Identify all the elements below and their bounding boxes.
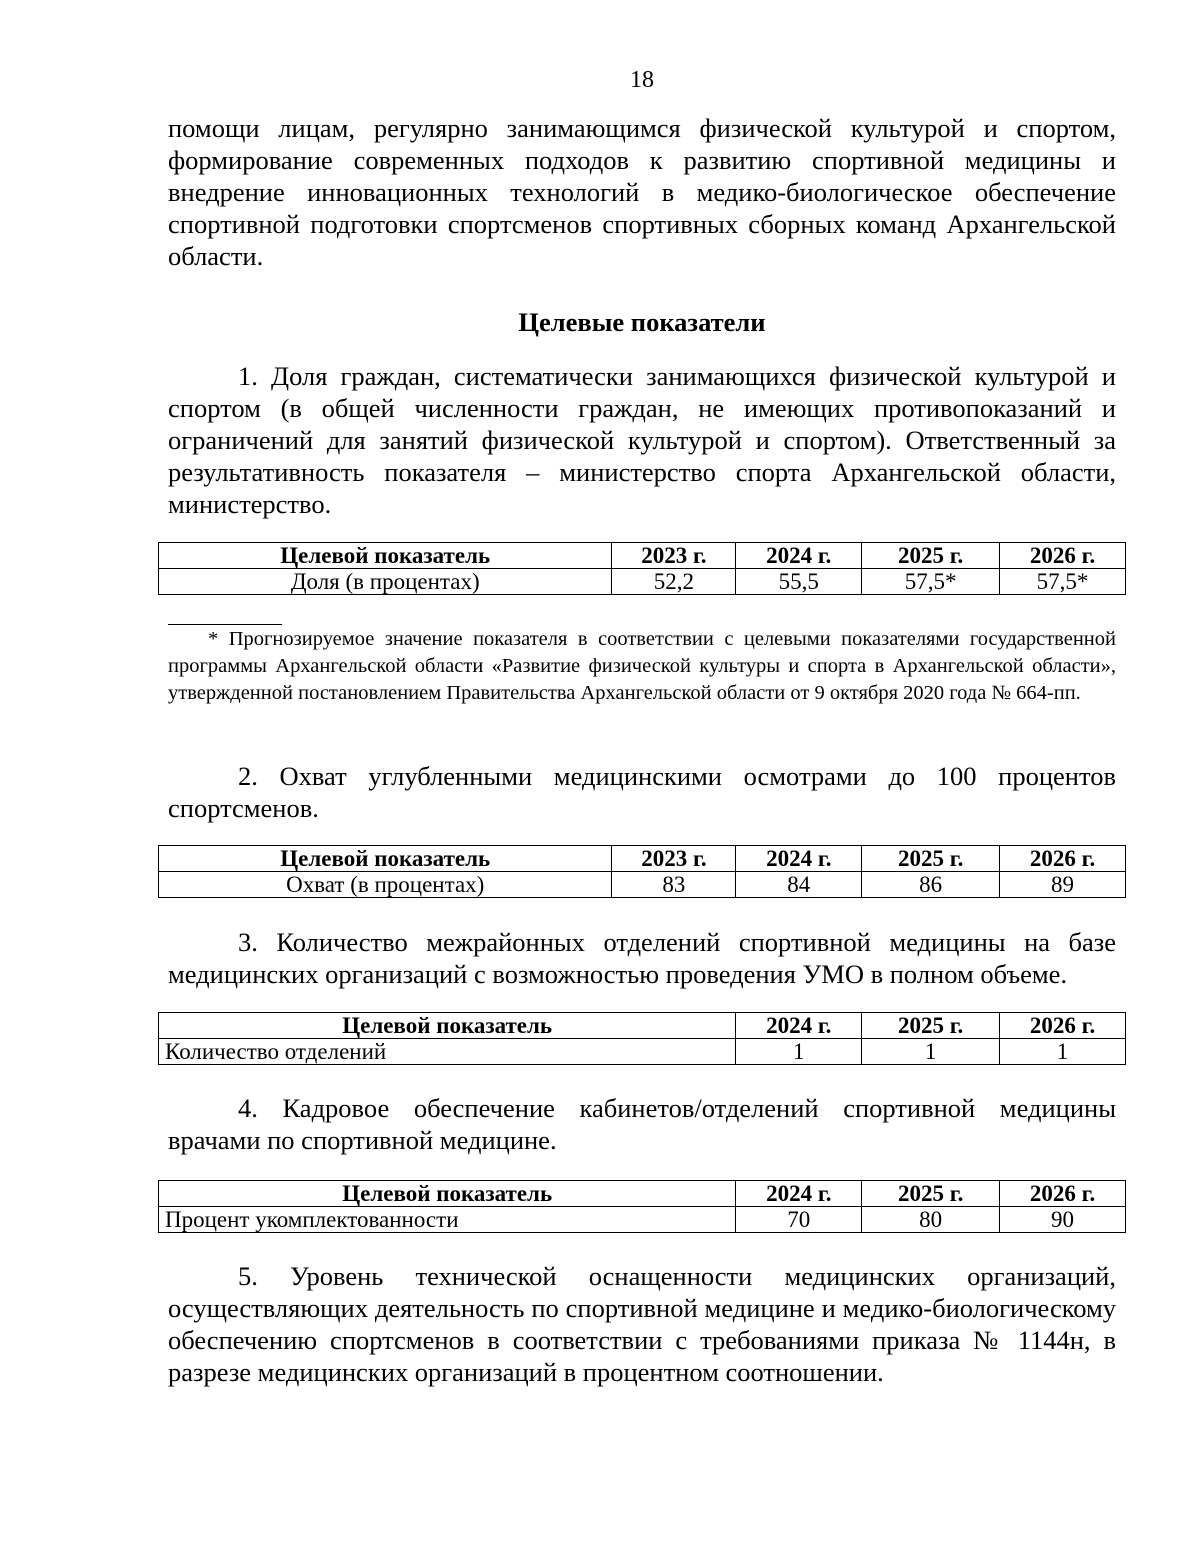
- table-cell: Процент укомплектованности: [159, 1207, 736, 1233]
- indicator-1-table: [158, 542, 1126, 595]
- table-cell: 52,2: [612, 569, 736, 595]
- header-cell: 2026 г.: [1000, 543, 1126, 569]
- indicator-1-text: 1. Доля граждан, систематически занимающихся физической культурой и спортом (в общей численности граждан, не имеющих противопоказаний и ограничений для занятий физической культурой и спортом). Ответственный за результативность показателя – министерство спорта Архангельской области, министерство.: [168, 361, 1116, 519]
- table-cell: 80: [862, 1207, 1000, 1233]
- indicator-2-table: [158, 845, 1126, 898]
- table-cell: 70: [736, 1207, 862, 1233]
- table-header-row: [159, 1013, 1126, 1039]
- header-cell: 2024 г.: [736, 1013, 862, 1039]
- header-cell: 2025 г.: [862, 1181, 1000, 1207]
- header-cell: 2024 г.: [736, 543, 862, 569]
- indicator-3-text: 3. Количество межрайонных отделений спортивной медицины на базе медицинских организаций с возможностью проведения УМО в полном объеме.: [168, 927, 1116, 989]
- indicator-5-text: 5. Уровень технической оснащенности медицинских организаций, осуществляющих деятельность по спортивной медицине и медико-биологическому обеспечению спортсменов в соответствии с требованиями приказа № 1144н, в разрезе медицинских организаций в процентном соотношении.: [168, 1261, 1116, 1387]
- table-cell: 55,5: [736, 569, 862, 595]
- indicator-3-table: [158, 1012, 1126, 1065]
- table-cell: 90: [1000, 1207, 1126, 1233]
- indicator-2-text: 2. Охват углубленными медицинскими осмотрами до 100 процентов спортсменов.: [168, 761, 1116, 823]
- table-cell: Количество отделений: [159, 1039, 736, 1065]
- table-row: [159, 569, 1126, 595]
- header-cell: 2025 г.: [862, 846, 1000, 872]
- table-cell: 1: [862, 1039, 1000, 1065]
- header-cell: 2023 г.: [612, 846, 736, 872]
- table-row: [159, 1207, 1126, 1233]
- table-cell: 84: [736, 872, 862, 898]
- table-cell: 1: [1000, 1039, 1126, 1065]
- table-cell: 1: [736, 1039, 862, 1065]
- header-cell: Целевой показатель: [159, 543, 612, 569]
- indicator-4-text: 4. Кадровое обеспечение кабинетов/отделений спортивной медицины врачами по спортивной медицине.: [168, 1093, 1116, 1155]
- header-cell: 2026 г.: [1000, 1013, 1126, 1039]
- footnote-separator: [168, 624, 282, 625]
- table-header-row: [159, 1181, 1126, 1207]
- table-row: [159, 1039, 1126, 1065]
- header-cell: Целевой показатель: [159, 1013, 736, 1039]
- header-cell: Целевой показатель: [159, 846, 612, 872]
- page-number: 18: [630, 67, 654, 93]
- header-cell: Целевой показатель: [159, 1181, 736, 1207]
- table-row: [159, 872, 1126, 898]
- intro-paragraph: помощи лицам, регулярно занимающимся физической культурой и спортом, формирование современных подходов к развитию спортивной медицины и внедрение инновационных технологий в медико-биологическое обеспечение спортивной подготовки спортсменов спортивных сборных команд Архангельской области.: [168, 113, 1116, 271]
- table-header-row: [159, 846, 1126, 872]
- table-header-row: [159, 543, 1126, 569]
- header-cell: 2025 г.: [862, 1013, 1000, 1039]
- header-cell: 2025 г.: [862, 543, 1000, 569]
- header-cell: 2026 г.: [1000, 846, 1126, 872]
- header-cell: 2024 г.: [736, 846, 862, 872]
- header-cell: 2024 г.: [736, 1181, 862, 1207]
- table-cell: 83: [612, 872, 736, 898]
- table-cell: Охват (в процентах): [159, 872, 612, 898]
- table-cell: Доля (в процентах): [159, 569, 612, 595]
- table-cell: 86: [862, 872, 1000, 898]
- table-cell: 57,5*: [862, 569, 1000, 595]
- header-cell: 2026 г.: [1000, 1181, 1126, 1207]
- footnote: * Прогнозируемое значение показателя в соответствии с целевыми показателями государственной программы Архангельской области «Развитие физической культуры и спорта в Архангельской области», утвержденной постановлением Правительства Архангельской области от 9 октября 2020 года № 664-пп.: [168, 628, 1116, 704]
- indicator-4-table: [158, 1180, 1126, 1233]
- header-cell: 2023 г.: [612, 543, 736, 569]
- table-cell: 57,5*: [1000, 569, 1126, 595]
- section-title: Целевые показатели: [518, 307, 766, 337]
- table-cell: 89: [1000, 872, 1126, 898]
